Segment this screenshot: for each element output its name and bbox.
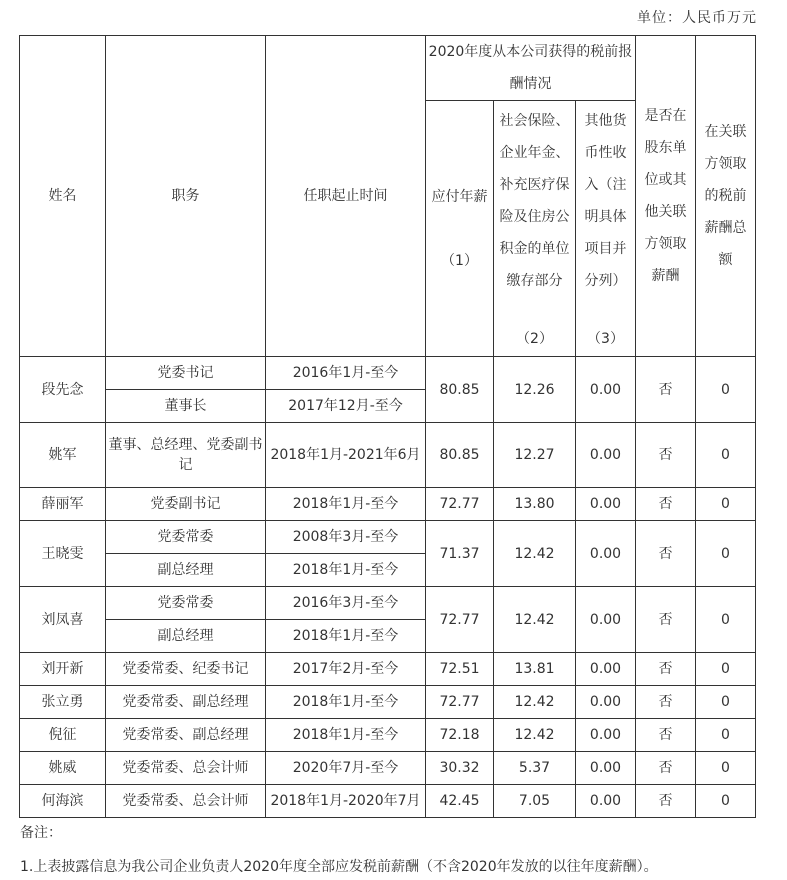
cell-position: 党委书记 [106,357,266,390]
cell-other-income: 0.00 [576,653,636,686]
cell-other-income: 0.00 [576,752,636,785]
cell-salary: 80.85 [426,423,494,488]
cell-name: 刘凤喜 [20,587,106,653]
header-shareholder: 是否在股东单位或其他关联方领取薪酬 [636,36,696,357]
cell-insurance: 12.27 [494,423,576,488]
table-row [20,488,756,521]
cell-salary: 72.77 [426,587,494,653]
notes-title: 备注： [20,825,62,841]
cell-other-income: 0.00 [576,357,636,423]
cell-position: 副总经理 [106,554,266,587]
table-row [20,686,756,719]
cell-related-total: 0 [696,357,756,423]
cell-salary: 72.77 [426,488,494,521]
cell-position: 党委常委、总会计师 [106,785,266,818]
cell-related-total: 0 [696,752,756,785]
cell-other-income: 0.00 [576,488,636,521]
cell-term: 2017年12月-至今 [266,390,426,423]
cell-position: 副总经理 [106,620,266,653]
cell-shareholder: 否 [636,521,696,587]
cell-shareholder: 否 [636,423,696,488]
table-row [20,357,756,390]
cell-other-income: 0.00 [576,587,636,653]
cell-insurance: 13.81 [494,653,576,686]
cell-term: 2008年3月-至今 [266,521,426,554]
cell-shareholder: 否 [636,587,696,653]
cell-related-total: 0 [696,719,756,752]
header-insurance-num: （2） [516,331,553,347]
cell-position: 党委副书记 [106,488,266,521]
header-name: 姓名 [20,36,106,357]
cell-term: 2018年1月-至今 [266,620,426,653]
table-row [20,785,756,818]
cell-term: 2018年1月-至今 [266,488,426,521]
header-salary-label: 应付年薪 [431,188,488,205]
cell-name: 何海滨 [20,785,106,818]
cell-salary: 72.18 [426,719,494,752]
cell-term: 2016年3月-至今 [266,587,426,620]
header-other [576,101,636,357]
cell-insurance: 5.37 [494,752,576,785]
cell-shareholder: 否 [636,719,696,752]
header-salary [426,101,494,357]
cell-position: 董事长 [106,390,266,423]
cell-insurance: 7.05 [494,785,576,818]
cell-salary: 42.45 [426,785,494,818]
cell-name: 张立勇 [20,686,106,719]
notes [20,823,658,877]
table-row [20,587,756,620]
cell-salary: 80.85 [426,357,494,423]
cell-insurance: 12.26 [494,357,576,423]
cell-salary: 72.51 [426,653,494,686]
unit-label: 单位：人民币万元 [637,10,757,26]
header-pretax-group: 2020年度从本公司获得的税前报酬情况 [426,36,636,101]
cell-other-income: 0.00 [576,521,636,587]
cell-term: 2018年1月-至今 [266,554,426,587]
cell-related-total: 0 [696,488,756,521]
cell-salary: 72.77 [426,686,494,719]
cell-term: 2020年7月-至今 [266,752,426,785]
table-row [20,719,756,752]
header-other-label: 其他货币性收入（注明具体项目并分列） [584,113,627,289]
cell-other-income: 0.00 [576,785,636,818]
notes-line-1: 1.上表披露信息为我公司企业负责人2020年度全部应发税前薪酬（不含2020年发放的以往年度薪酬）。 [20,859,658,875]
cell-position: 党委常委 [106,587,266,620]
cell-term: 2016年1月-至今 [266,357,426,390]
table-row [20,521,756,554]
cell-related-total: 0 [696,521,756,587]
header-insurance [494,101,576,357]
cell-shareholder: 否 [636,752,696,785]
cell-name: 王晓雯 [20,521,106,587]
cell-salary: 71.37 [426,521,494,587]
cell-position: 党委常委、总会计师 [106,752,266,785]
salary-table [19,35,756,818]
header-insurance-label: 社会保险、企业年金、补充医疗保险及住房公积金的单位缴存部分 [499,113,570,289]
table-row [20,752,756,785]
table-row [20,653,756,686]
cell-shareholder: 否 [636,785,696,818]
cell-name: 倪征 [20,719,106,752]
cell-shareholder: 否 [636,488,696,521]
cell-insurance: 12.42 [494,587,576,653]
cell-shareholder: 否 [636,686,696,719]
table-row [20,423,756,488]
cell-other-income: 0.00 [576,719,636,752]
cell-name: 段先念 [20,357,106,423]
header-position: 职务 [106,36,266,357]
cell-name: 姚军 [20,423,106,488]
cell-term: 2017年2月-至今 [266,653,426,686]
header-term: 任职起止时间 [266,36,426,357]
cell-position: 董事、总经理、党委副书记 [106,423,266,488]
cell-position: 党委常委 [106,521,266,554]
cell-name: 刘开新 [20,653,106,686]
cell-insurance: 12.42 [494,719,576,752]
cell-related-total: 0 [696,686,756,719]
cell-shareholder: 否 [636,357,696,423]
cell-term: 2018年1月-2020年7月 [266,785,426,818]
cell-insurance: 12.42 [494,686,576,719]
header-other-num: （3） [587,331,624,347]
cell-name: 姚威 [20,752,106,785]
header-related-total: 在关联方领取的税前薪酬总额 [696,36,756,357]
cell-related-total: 0 [696,587,756,653]
cell-salary: 30.32 [426,752,494,785]
cell-name: 薛丽军 [20,488,106,521]
cell-related-total: 0 [696,423,756,488]
header-salary-num: （1） [441,252,478,269]
cell-other-income: 0.00 [576,423,636,488]
cell-related-total: 0 [696,785,756,818]
cell-term: 2018年1月-2021年6月 [266,423,426,488]
cell-other-income: 0.00 [576,686,636,719]
cell-position: 党委常委、副总经理 [106,719,266,752]
cell-shareholder: 否 [636,653,696,686]
cell-position: 党委常委、副总经理 [106,686,266,719]
cell-term: 2018年1月-至今 [266,686,426,719]
cell-insurance: 13.80 [494,488,576,521]
cell-related-total: 0 [696,653,756,686]
cell-position: 党委常委、纪委书记 [106,653,266,686]
cell-term: 2018年1月-至今 [266,719,426,752]
cell-insurance: 12.42 [494,521,576,587]
